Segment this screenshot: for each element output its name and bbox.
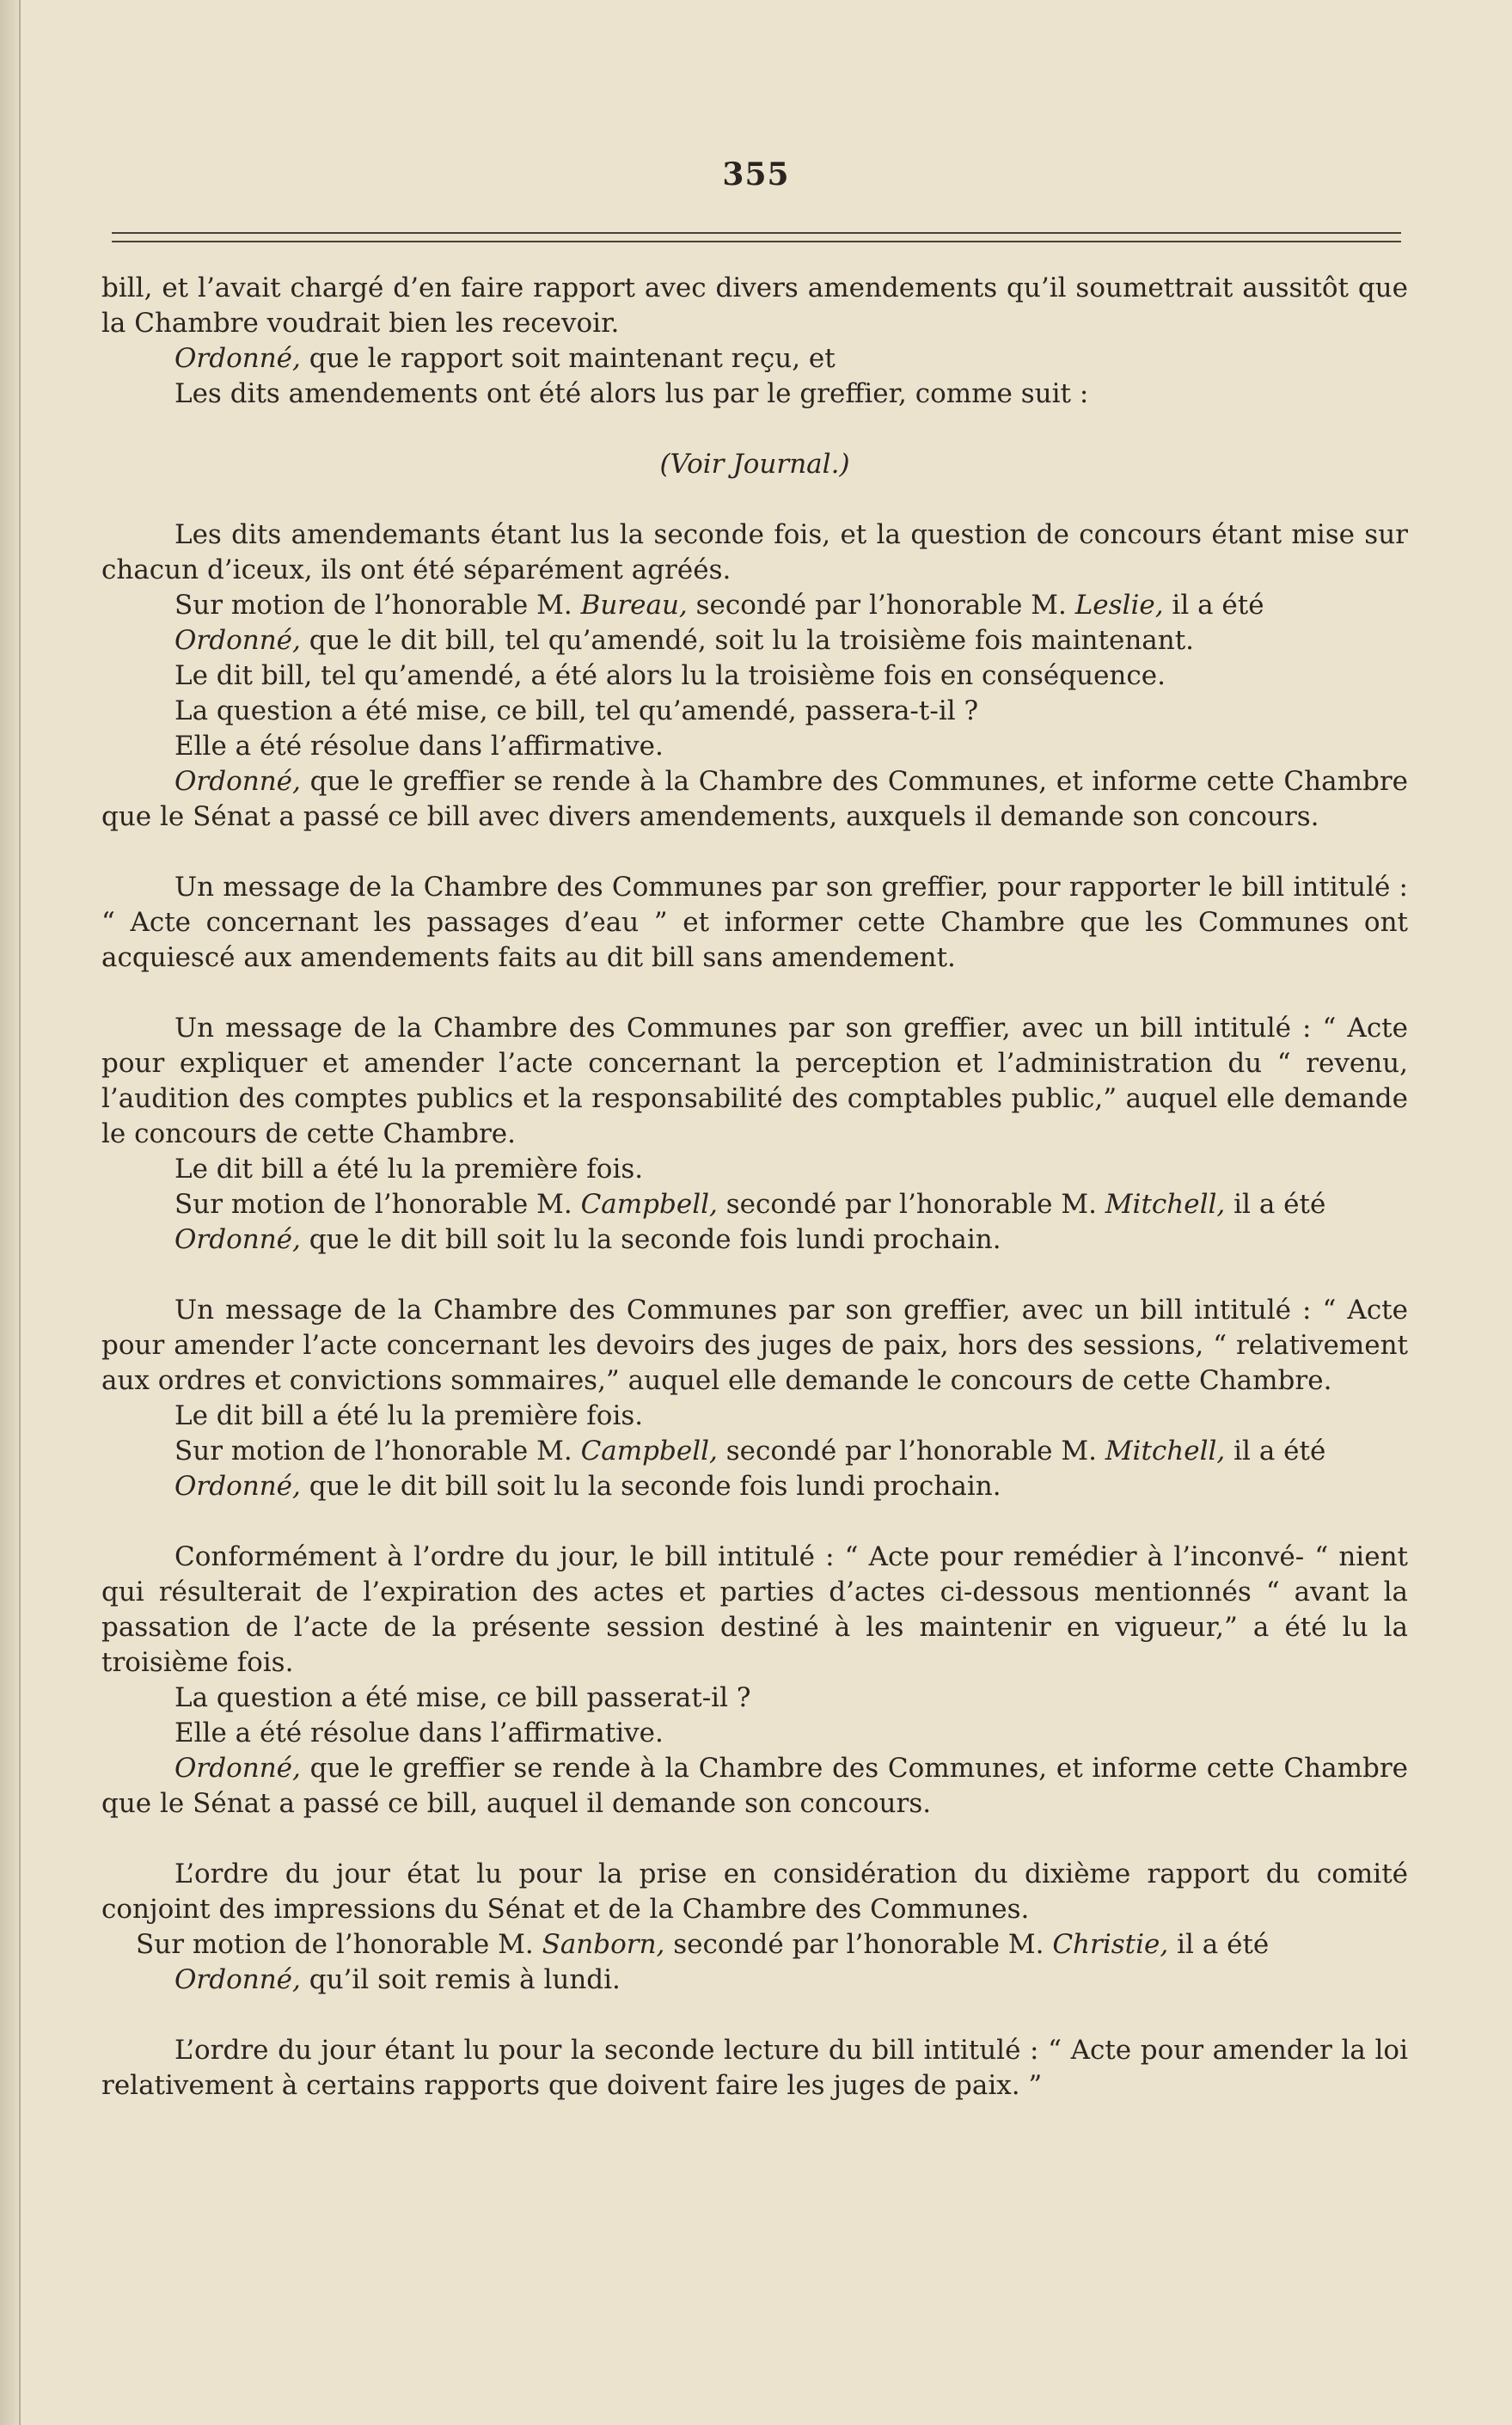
paragraph [101, 1222, 1408, 1258]
paragraph [101, 1187, 1408, 1222]
paragraph [101, 1963, 1408, 1998]
senator-name: Leslie, [1074, 590, 1164, 621]
paragraph [101, 1681, 1408, 1716]
paragraph [101, 764, 1408, 835]
paragraph-lead: Ordonné, [174, 343, 301, 374]
paragraph [101, 517, 1408, 588]
senator-name: Bureau, [580, 590, 688, 621]
journal-reference: (Voir Journal.) [659, 449, 850, 480]
senator-name: Sanborn, [542, 1929, 665, 1960]
paragraph-text: Sur motion de l’honorable M. [174, 1189, 581, 1220]
paragraph-text: Un message de la Chambre des Communes par son greffier, avec un bill intitulé : “ Acte pour amender l’acte concernant les devoirs des juges de paix, hors des sessions, “ relativement aux ordres et convictions sommaires,” auquel elle demande le concours de cette Chambre. [101, 1295, 1408, 1396]
paragraph-text: que le dit bill, tel qu’amendé, soit lu la troisième fois maintenant. [300, 625, 1195, 656]
paragraph-text: Les dits amendemants étant lus la seconde fois, et la question de concours étant mise sur chacun d’iceux, ils ont été séparément agréés. [101, 519, 1408, 585]
header-rule-top [112, 232, 1401, 234]
paragraph-text: Elle a été résolue dans l’affirmative. [174, 1718, 664, 1748]
paragraph-text: il a été [1163, 590, 1264, 621]
paragraph [101, 341, 1408, 377]
paragraph [101, 1716, 1408, 1751]
page-body [101, 271, 1408, 2104]
paragraph [101, 1399, 1408, 1434]
page-binding-line [19, 0, 21, 2425]
paragraph [101, 1540, 1408, 1681]
paragraph [101, 729, 1408, 764]
paragraph [101, 1152, 1408, 1187]
paragraph-text: que le greffier se rende à la Chambre des Communes, et informe cette Chambre que le Sénat a passé ce bill, auquel il demande son concours. [101, 1753, 1408, 1819]
paragraph [101, 588, 1408, 623]
paragraph-text: Sur motion de l’honorable M. [136, 1929, 542, 1960]
paragraph-text: bill, et l’avait chargé d’en faire rapport avec divers amendements qu’il soumettrait aussitôt que la Chambre voudrait bien les recevoir. [101, 273, 1408, 339]
paragraph-lead: Ordonné, [174, 766, 301, 797]
paragraph-text: il a été [1225, 1436, 1326, 1467]
paragraph-text: Les dits amendements ont été alors lus par le greffier, comme suit : [174, 378, 1089, 409]
paragraph-text: que le rapport soit maintenant reçu, et [300, 343, 836, 374]
paragraph-text: il a été [1225, 1189, 1326, 1220]
paragraph-lead: Ordonné, [174, 1753, 301, 1784]
paragraph [101, 377, 1408, 412]
paragraph [101, 1293, 1408, 1399]
paragraph-text: Sur motion de l’honorable M. [174, 1436, 581, 1467]
paragraph [101, 658, 1408, 694]
paragraph-text: La question a été mise, ce bill passerat-il ? [174, 1682, 751, 1713]
paragraph-text: L’ordre du jour état lu pour la prise en considération du dixième rapport du comité conjoint des impressions du Sénat et de la Chambre des Communes. [101, 1859, 1408, 1925]
paragraph [101, 1857, 1408, 1927]
paragraph-text: que le greffier se rende à la Chambre des Communes, et informe cette Chambre que le Sénat a passé ce bill avec divers amendements, auxquels il demande son concours. [101, 766, 1408, 832]
paragraph-lead: Ordonné, [174, 1964, 301, 1995]
senator-name: Campbell, [580, 1436, 718, 1467]
paragraph-text: que le dit bill soit lu la seconde fois lundi prochain. [300, 1471, 1001, 1502]
senator-name: Christie, [1052, 1929, 1169, 1960]
paragraph-text: Elle a été résolue dans l’affirmative. [174, 731, 664, 762]
page-number: 355 [722, 156, 790, 193]
senator-name: Mitchell, [1105, 1189, 1226, 1220]
paragraph-text: Sur motion de l’honorable M. [174, 590, 581, 621]
paragraph-text: qu’il soit remis à lundi. [300, 1964, 621, 1995]
paragraph [101, 1434, 1408, 1469]
paragraph [101, 623, 1408, 658]
journal-reference-text: Voir Journal. [670, 449, 840, 480]
paragraph [101, 2033, 1408, 2104]
senator-name: Campbell, [580, 1189, 718, 1220]
paragraph-text: il a été [1168, 1929, 1270, 1960]
paragraph-text: Un message de la Chambre des Communes par son greffier, avec un bill intitulé : “ Acte pour expliquer et amender l’acte concernant la perception et l’administration du “ revenu, l’audition des comptes publics et la responsabilité des comptables public,” auquel elle demande le concours de cette Chambre. [101, 1013, 1408, 1149]
paragraph-text: Le dit bill a été lu la première fois. [174, 1154, 644, 1185]
paragraph [101, 1011, 1408, 1152]
paragraph [101, 271, 1408, 341]
paragraph-text: Conformément à l’ordre du jour, le bill intitulé : “ Acte pour remédier à l’inconvé- “ nient qui résulterait de l’expiration des actes et parties d’actes ci-dessous mentionnés “ avant la passation de l’acte de la présente session destiné à les maintenir en vigueur,” a été lu la troisième fois. [101, 1541, 1408, 1678]
senator-name: Mitchell, [1105, 1436, 1226, 1467]
paragraph-text: que le dit bill soit lu la seconde fois lundi prochain. [300, 1224, 1001, 1255]
paragraph-text: Le dit bill a été lu la première fois. [174, 1400, 644, 1431]
paragraph-text: La question a été mise, ce bill, tel qu’amendé, passera-t-il ? [174, 695, 979, 726]
paragraph-text: L’ordre du jour étant lu pour la seconde lecture du bill intitulé : “ Acte pour amender la loi relativement à certains rapports que doivent faire les juges de paix. ” [101, 2035, 1408, 2101]
paragraph-text: secondé par l’honorable M. [717, 1436, 1105, 1467]
paragraph-lead: Ordonné, [174, 625, 301, 656]
paragraph [101, 870, 1408, 976]
paragraph-text: Le dit bill, tel qu’amendé, a été alors lu la troisième fois en conséquence. [174, 660, 1166, 691]
header-rule-bottom [112, 241, 1401, 242]
paragraph-text: secondé par l’honorable M. [664, 1929, 1053, 1960]
paragraph [101, 1469, 1408, 1504]
paragraph [101, 694, 1408, 729]
paragraph-text: secondé par l’honorable M. [687, 590, 1075, 621]
paragraph-lead: Ordonné, [174, 1224, 301, 1255]
paragraph [101, 1927, 1408, 1963]
paragraph [101, 1751, 1408, 1822]
paragraph-text: Un message de la Chambre des Communes par son greffier, pour rapporter le bill intitulé : “ Acte concernant les passages d’eau ” et informer cette Chambre que les Communes ont acquiescé aux amendements faits au dit bill sans amendement. [101, 872, 1408, 973]
paragraph-text: secondé par l’honorable M. [717, 1189, 1105, 1220]
paragraph-lead: Ordonné, [174, 1471, 301, 1502]
